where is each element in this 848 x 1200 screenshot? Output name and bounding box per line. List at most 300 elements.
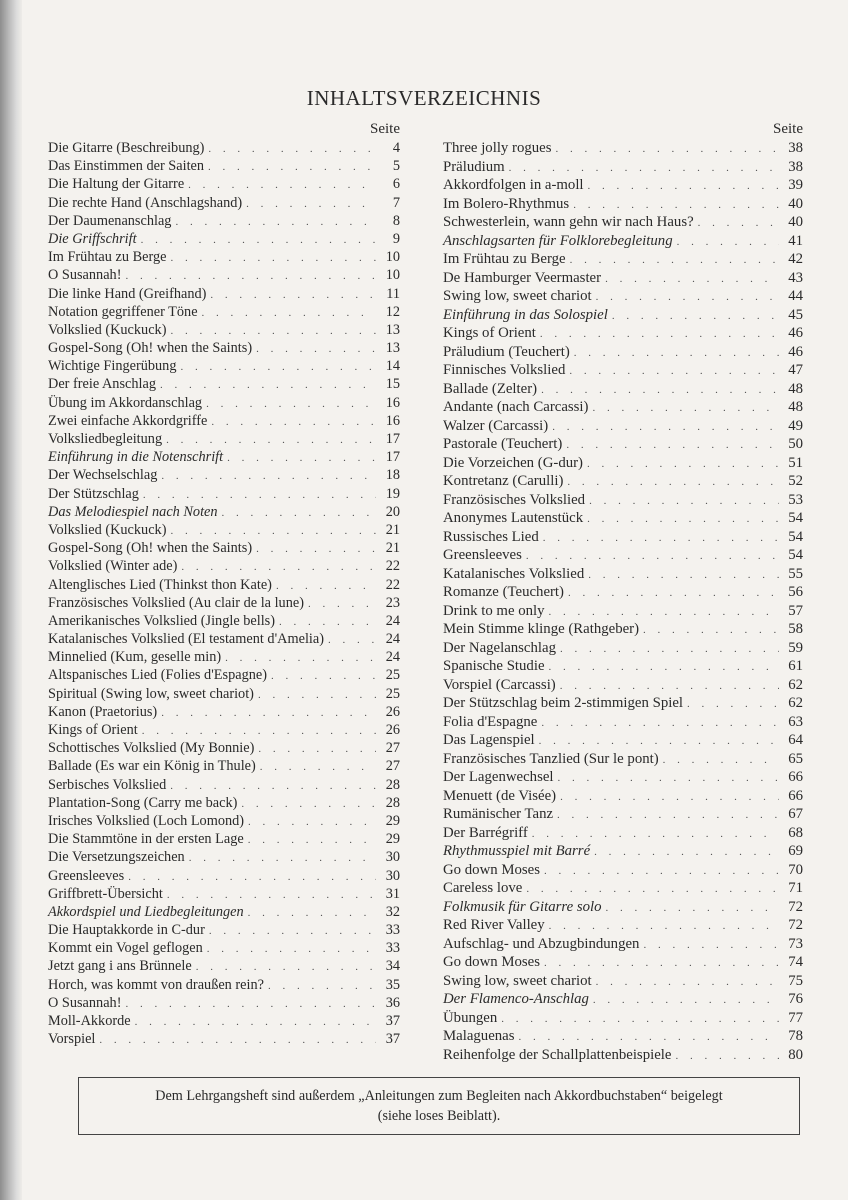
toc-entry-title: Das Einstimmen der Saiten xyxy=(48,158,205,175)
toc-entry-page: 49 xyxy=(788,417,803,434)
toc-entry-title: Rhythmusspiel mit Barré xyxy=(443,843,591,859)
toc-entry-title: Horch, was kommt von draußen rein? xyxy=(48,976,264,993)
dot-leader xyxy=(588,177,779,196)
toc-entry xyxy=(48,139,400,157)
toc-entry-title: Minnelied (Kum, geselle min) xyxy=(48,649,222,666)
toc-entry xyxy=(48,976,400,994)
toc-entry-title: Im Frühtau zu Berge xyxy=(48,249,167,266)
dot-leader xyxy=(206,395,376,413)
toc-entry-title: Kommt ein Vogel geflogen xyxy=(48,940,203,957)
dot-leader xyxy=(698,214,779,233)
dot-leader xyxy=(256,540,376,558)
dot-leader xyxy=(248,831,376,849)
toc-entry-title: Finnisches Volkslied xyxy=(443,362,566,378)
dot-leader xyxy=(181,558,376,576)
toc-entry-page: 29 xyxy=(385,831,400,848)
toc-entry xyxy=(48,848,400,866)
toc-entry-page: 62 xyxy=(788,695,803,711)
toc-entry-title: Kontretanz (Carulli) xyxy=(443,473,564,489)
toc-entry xyxy=(443,916,803,935)
toc-entry-title: Gospel-Song (Oh! when the Saints) xyxy=(48,540,253,557)
toc-entry-page: 5 xyxy=(392,158,400,175)
toc-entry-page: 42 xyxy=(788,251,803,267)
toc-entry xyxy=(48,703,400,721)
dot-leader xyxy=(687,695,779,714)
toc-entry-page: 28 xyxy=(385,776,400,793)
toc-entry xyxy=(443,509,803,528)
dot-leader xyxy=(248,813,376,831)
toc-entry-page: 16 xyxy=(385,412,400,429)
toc-entry xyxy=(443,435,803,454)
toc-entry xyxy=(443,250,803,269)
toc-entry xyxy=(48,957,400,975)
toc-entry-title: Griffbrett-Übersicht xyxy=(48,885,163,902)
toc-entry-page: 54 xyxy=(788,547,803,563)
toc-entry-title: Katalanisches Volkslied xyxy=(443,565,585,582)
toc-entry xyxy=(443,824,803,843)
toc-entry-title: De Hamburger Veermaster xyxy=(443,269,602,286)
toc-entry xyxy=(48,794,400,812)
toc-entry-page: 17 xyxy=(385,431,400,447)
toc-entry xyxy=(443,380,803,399)
toc-entry xyxy=(443,1046,803,1065)
dot-leader xyxy=(558,769,779,788)
toc-entry xyxy=(443,731,803,750)
toc-entry-title: Greensleeves xyxy=(443,547,522,563)
toc-entry-page: 66 xyxy=(788,787,803,804)
dot-leader xyxy=(543,529,779,548)
dot-leader xyxy=(587,510,779,529)
dot-leader xyxy=(593,991,779,1010)
toc-column-right xyxy=(443,120,803,1064)
toc-entry-page: 7 xyxy=(392,194,400,211)
dot-leader xyxy=(196,958,376,976)
toc-entry xyxy=(443,528,803,547)
dot-leader xyxy=(167,886,376,904)
toc-entry xyxy=(443,676,803,695)
dot-leader xyxy=(566,436,779,455)
toc-entry-title: Katalanisches Volkslied (El testament d'Amelia) xyxy=(48,631,325,648)
toc-entry-title: Ballade (Zelter) xyxy=(443,380,538,397)
toc-entry xyxy=(443,158,803,177)
toc-entry-title: Volkslied (Kuckuck) xyxy=(48,321,167,338)
toc-entry-page: 72 xyxy=(788,898,803,915)
toc-entry-page: 30 xyxy=(385,867,400,884)
dot-leader xyxy=(170,322,376,340)
dot-leader xyxy=(560,677,779,696)
toc-entry-title: Russisches Lied xyxy=(443,528,539,545)
toc-entry-page: 53 xyxy=(788,491,803,508)
toc-entry-title: Der Barrégriff xyxy=(443,824,528,841)
toc-entry-page: 27 xyxy=(385,758,400,775)
dot-leader xyxy=(170,249,376,267)
dot-leader xyxy=(544,954,779,973)
toc-entry xyxy=(48,466,400,484)
dot-leader xyxy=(509,159,779,178)
toc-entry-page: 80 xyxy=(788,1046,803,1063)
toc-entry-page: 69 xyxy=(788,843,803,859)
toc-entry-page: 65 xyxy=(788,750,803,767)
dot-leader xyxy=(544,862,779,881)
toc-entry-page: 20 xyxy=(385,503,400,520)
dot-leader xyxy=(208,158,376,176)
toc-entry xyxy=(48,485,400,503)
dot-leader xyxy=(258,686,376,704)
toc-entry-title: Amerikanisches Volkslied (Jingle bells) xyxy=(48,612,275,629)
dot-leader xyxy=(569,362,779,381)
toc-entry-title: Der freie Anschlag xyxy=(48,376,156,393)
dot-leader xyxy=(677,233,779,252)
toc-entry-page: 37 xyxy=(385,1013,400,1029)
toc-entry-title: Careless love xyxy=(443,880,523,896)
dot-leader xyxy=(128,868,376,886)
toc-entry-page: 45 xyxy=(788,306,803,323)
dot-leader xyxy=(541,714,779,733)
toc-entry-page: 24 xyxy=(385,631,400,648)
toc-entry-title: Die Griffschrift xyxy=(48,230,137,247)
toc-entry xyxy=(48,412,400,430)
dot-leader xyxy=(532,825,779,844)
dot-leader xyxy=(225,649,376,667)
toc-entry-title: Übung im Akkordanschlag xyxy=(48,394,203,411)
toc-entry-title: Swing low, sweet chariot xyxy=(443,288,592,304)
toc-entry-page: 8 xyxy=(392,212,400,229)
dot-leader xyxy=(276,577,376,595)
dot-leader xyxy=(596,288,779,307)
toc-entry-page: 24 xyxy=(385,612,400,629)
dot-leader xyxy=(180,358,376,376)
toc-entry-page: 77 xyxy=(788,1009,803,1026)
toc-entry xyxy=(48,776,400,794)
toc-entry-title: Vorspiel xyxy=(48,1031,96,1048)
dot-leader xyxy=(539,732,779,751)
dot-leader xyxy=(125,267,376,285)
toc-entry xyxy=(443,583,803,602)
toc-entry-page: 25 xyxy=(385,667,400,684)
toc-entry-page: 46 xyxy=(788,325,803,341)
toc-entry-title: Der Stützschlag beim 2-stimmigen Spiel xyxy=(443,695,684,711)
dot-leader xyxy=(125,995,376,1013)
toc-entry-title: O Susannah! xyxy=(48,267,122,284)
toc-entry xyxy=(48,685,400,703)
toc-entry xyxy=(443,139,803,158)
toc-entry xyxy=(48,666,400,684)
toc-entry xyxy=(443,602,803,621)
book-spine-shadow xyxy=(0,0,22,1200)
toc-entry-title: Akkordspiel und Liedbegleitungen xyxy=(48,903,244,920)
toc-entry-page: 40 xyxy=(788,195,803,212)
toc-entry-page: 6 xyxy=(392,176,400,193)
toc-entry-page: 56 xyxy=(788,584,803,600)
toc-entry xyxy=(443,953,803,972)
toc-entry xyxy=(48,1030,400,1048)
supplement-note-line: Dem Lehrgangsheft sind außerdem „Anleitungen zum Begleiten nach Akkordbuchstaben“ beigelegt xyxy=(155,1088,723,1104)
toc-entry xyxy=(443,195,803,214)
toc-entry-page: 67 xyxy=(788,806,803,822)
toc-entry-page: 74 xyxy=(788,954,803,970)
toc-entry-title: O Susannah! xyxy=(48,994,122,1011)
toc-entry-title: Wichtige Fingerübung xyxy=(48,358,177,375)
toc-entry-title: Schottisches Volkslied (My Bonnie) xyxy=(48,740,255,757)
dot-leader xyxy=(594,843,779,862)
toc-entry xyxy=(48,375,400,393)
dot-leader xyxy=(143,486,376,504)
toc-entry-page: 24 xyxy=(385,649,400,666)
dot-leader xyxy=(549,603,779,622)
dot-leader xyxy=(135,1013,376,1031)
toc-entry-page: 25 xyxy=(385,685,400,702)
toc-entry-title: Anschlagsarten für Folklorebegleitung xyxy=(443,232,673,249)
toc-entry-title: Der Flamenco-Anschlag xyxy=(443,991,589,1007)
dot-leader xyxy=(587,455,779,474)
toc-entry-title: Im Bolero-Rhythmus xyxy=(443,195,570,212)
toc-entry-title: Gospel-Song (Oh! when the Saints) xyxy=(48,340,253,357)
toc-entry xyxy=(443,565,803,584)
dot-leader xyxy=(596,973,779,992)
toc-entry-title: Der Daumenanschlag xyxy=(48,212,172,229)
toc-entry-page: 59 xyxy=(788,639,803,656)
toc-entry xyxy=(443,269,803,288)
toc-entry xyxy=(443,787,803,806)
toc-entry xyxy=(48,594,400,612)
toc-entry-page: 13 xyxy=(385,340,400,357)
toc-entry-title: Die rechte Hand (Anschlagshand) xyxy=(48,194,243,211)
toc-entry xyxy=(48,885,400,903)
toc-entry xyxy=(48,903,400,921)
toc-entry-title: Go down Moses xyxy=(443,954,541,970)
page-column-header: Seite xyxy=(773,121,803,137)
toc-entry-title: Der Wechselschlag xyxy=(48,467,158,484)
toc-entry-title: Die linke Hand (Greifhand) xyxy=(48,285,207,302)
toc-entry xyxy=(48,212,400,230)
toc-entry xyxy=(443,176,803,195)
toc-entry-page: 14 xyxy=(385,358,400,375)
toc-entry-title: Serbisches Volkslied xyxy=(48,776,167,793)
toc-entry-title: Red River Valley xyxy=(443,917,545,933)
toc-entry-title: Das Lagenspiel xyxy=(443,732,535,748)
dot-leader xyxy=(246,195,376,213)
toc-entry-page: 57 xyxy=(788,602,803,619)
dot-leader xyxy=(207,940,376,958)
dot-leader xyxy=(549,658,779,677)
toc-entry-title: Menuett (de Visée) xyxy=(443,787,557,804)
toc-entry-title: Jetzt gang i ans Brünnele xyxy=(48,958,192,975)
dot-leader xyxy=(592,399,779,418)
toc-entry xyxy=(443,213,803,232)
toc-entry xyxy=(48,194,400,212)
toc-entry-page: 47 xyxy=(788,362,803,378)
dot-leader xyxy=(588,566,779,585)
toc-entry xyxy=(48,230,400,248)
toc-entry-title: Andante (nach Carcassi) xyxy=(443,399,589,415)
toc-entry-title: Go down Moses xyxy=(443,861,541,878)
toc-entry xyxy=(48,612,400,630)
toc-entry-page: 16 xyxy=(385,394,400,411)
dot-leader xyxy=(555,140,779,159)
dot-leader xyxy=(519,1028,780,1047)
toc-entry-page: 62 xyxy=(788,676,803,693)
toc-entry-page: 26 xyxy=(385,703,400,720)
toc-entry-title: Folkmusik für Gitarre solo xyxy=(443,898,602,915)
dot-leader xyxy=(209,922,376,940)
toc-entry-title: Die Versetzungszeichen xyxy=(48,849,185,866)
toc-entry-page: 37 xyxy=(385,1031,400,1048)
toc-entry-title: Aufschlag- und Abzugbindungen xyxy=(443,935,640,952)
toc-entry xyxy=(443,454,803,473)
toc-entry xyxy=(48,921,400,939)
toc-entry xyxy=(48,557,400,575)
toc-entry-page: 50 xyxy=(788,436,803,452)
toc-entry xyxy=(443,879,803,898)
toc-entry-title: Übungen xyxy=(443,1009,498,1026)
toc-entry xyxy=(443,842,803,861)
toc-entry-page: 29 xyxy=(385,812,400,829)
dot-leader xyxy=(612,307,779,326)
toc-entry xyxy=(48,1012,400,1030)
toc-entry-page: 9 xyxy=(392,230,400,247)
toc-entry xyxy=(48,576,400,594)
toc-entry xyxy=(48,357,400,375)
dot-leader xyxy=(241,795,376,813)
toc-entry xyxy=(443,1009,803,1028)
toc-entry-page: 4 xyxy=(392,140,400,156)
toc-entry-title: Moll-Akkorde xyxy=(48,1013,131,1029)
toc-entry-title: Malaguenas xyxy=(443,1028,515,1044)
toc-entry-page: 22 xyxy=(385,558,400,575)
dot-leader xyxy=(557,806,779,825)
toc-entry xyxy=(443,232,803,251)
toc-entry xyxy=(48,994,400,1012)
toc-entry-page: 10 xyxy=(385,267,400,284)
toc-entry-title: Schwesterlein, wann gehn wir nach Haus? xyxy=(443,214,694,230)
toc-entry xyxy=(48,448,400,466)
toc-entry xyxy=(48,630,400,648)
toc-entry-title: Three jolly rogues xyxy=(443,140,552,156)
toc-entry-page: 21 xyxy=(385,521,400,538)
toc-entry-title: Altspanisches Lied (Folies d'Espagne) xyxy=(48,667,267,684)
toc-entry-title: Französisches Tanzlied (Sur le pont) xyxy=(443,750,659,767)
toc-entry-page: 26 xyxy=(385,722,400,738)
dot-leader xyxy=(279,613,376,631)
toc-entry-page: 39 xyxy=(788,177,803,193)
toc-entry-page: 46 xyxy=(788,343,803,360)
dot-leader xyxy=(222,504,376,522)
toc-entry xyxy=(48,648,400,666)
toc-entry-title: Präludium xyxy=(443,158,505,175)
dot-leader xyxy=(501,1010,779,1029)
toc-entry-page: 38 xyxy=(788,158,803,175)
dot-leader xyxy=(248,904,376,922)
dot-leader xyxy=(560,640,779,659)
page-title: INHALTSVERZEICHNIS xyxy=(306,86,542,110)
toc-entry xyxy=(443,343,803,362)
toc-entry xyxy=(443,1027,803,1046)
dot-leader xyxy=(202,304,376,322)
toc-entry-page: 33 xyxy=(385,922,400,939)
toc-entry-title: Notation gegriffener Töne xyxy=(48,303,198,320)
toc-entry-page: 15 xyxy=(385,376,400,393)
toc-entry xyxy=(443,417,803,436)
toc-entry-title: Kings of Orient xyxy=(48,722,138,738)
dot-leader xyxy=(573,196,779,215)
toc-entry xyxy=(48,867,400,885)
toc-entry-page: 78 xyxy=(788,1028,803,1044)
toc-entry xyxy=(48,339,400,357)
toc-entry-title: Drink to me only xyxy=(443,602,545,619)
toc-entry-page: 35 xyxy=(385,976,400,993)
toc-entry-page: 55 xyxy=(788,565,803,582)
dot-leader xyxy=(260,758,376,776)
toc-entry-page: 43 xyxy=(788,269,803,286)
toc-entry xyxy=(48,285,400,303)
toc-entry-title: Reihenfolge der Schallplattenbeispiele xyxy=(443,1046,672,1063)
toc-entry-title: Das Melodiespiel nach Noten xyxy=(48,503,218,520)
toc-entry-page: 36 xyxy=(385,994,400,1011)
toc-entry xyxy=(443,898,803,917)
dot-leader xyxy=(188,176,376,194)
toc-entry-page: 72 xyxy=(788,917,803,933)
toc-entry-title: Volksliedbegleitung xyxy=(48,431,163,447)
toc-entry-page: 40 xyxy=(788,214,803,230)
toc-entry-page: 75 xyxy=(788,972,803,989)
dot-leader xyxy=(643,621,779,640)
dot-leader xyxy=(271,667,376,685)
toc-entry-title: Der Lagenwechsel xyxy=(443,769,554,785)
toc-entry-page: 28 xyxy=(385,794,400,811)
toc-entry-title: Pastorale (Teuchert) xyxy=(443,436,563,452)
toc-entry xyxy=(443,713,803,732)
toc-entry xyxy=(48,321,400,339)
toc-entry-title: Der Nagelanschlag xyxy=(443,639,556,656)
toc-entry xyxy=(48,394,400,412)
toc-entry-page: 52 xyxy=(788,473,803,489)
toc-entry-title: Walzer (Carcassi) xyxy=(443,417,549,434)
toc-entry-page: 70 xyxy=(788,861,803,878)
toc-entry-title: Die Hauptakkorde in C-dur xyxy=(48,922,205,939)
toc-entry-title: Romanze (Teuchert) xyxy=(443,584,564,600)
toc-entry-page: 73 xyxy=(788,935,803,952)
toc-entry-title: Der Stützschlag xyxy=(48,485,139,502)
toc-entry xyxy=(443,472,803,491)
dot-leader xyxy=(675,1047,779,1066)
toc-entry-page: 48 xyxy=(788,380,803,397)
dot-leader xyxy=(268,977,376,995)
toc-entry xyxy=(443,306,803,325)
toc-entry-page: 44 xyxy=(788,288,803,304)
dot-leader xyxy=(308,595,376,613)
dot-leader xyxy=(526,547,779,566)
toc-entry xyxy=(48,303,400,321)
toc-entry-title: Altenglisches Lied (Thinkst thon Kate) xyxy=(48,576,272,593)
toc-entry-title: Französisches Volkslied (Au clair de la lune) xyxy=(48,594,304,611)
toc-entry xyxy=(443,639,803,658)
toc-entry xyxy=(48,157,400,175)
toc-entry-title: Die Stammtöne in der ersten Lage xyxy=(48,831,244,848)
toc-entry-title: Die Haltung der Gitarre xyxy=(48,176,185,193)
toc-entry-title: Die Gitarre (Beschreibung) xyxy=(48,140,205,156)
dot-leader xyxy=(161,704,376,722)
toc-entry xyxy=(443,398,803,417)
toc-entry xyxy=(443,620,803,639)
toc-entry xyxy=(443,287,803,306)
dot-leader xyxy=(189,849,376,867)
toc-entry xyxy=(48,721,400,739)
toc-entry-page: 27 xyxy=(385,740,400,757)
toc-entry xyxy=(48,757,400,775)
toc-entry-title: Ballade (Es war ein König in Thule) xyxy=(48,758,256,775)
toc-entry-page: 17 xyxy=(385,449,400,466)
toc-entry-title: Präludium (Teuchert) xyxy=(443,343,570,360)
